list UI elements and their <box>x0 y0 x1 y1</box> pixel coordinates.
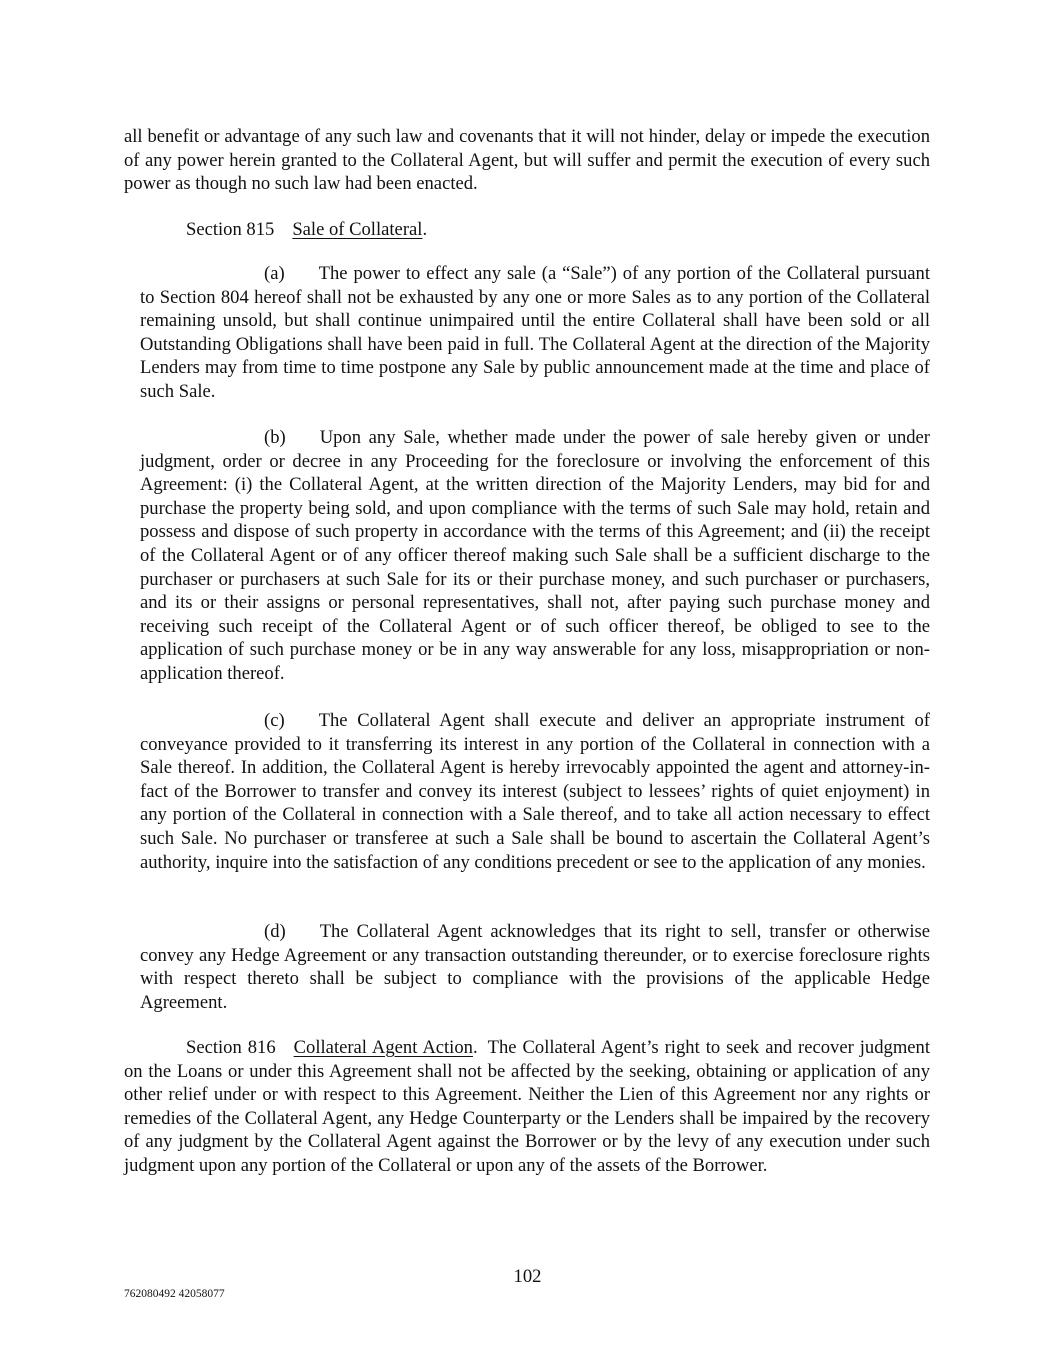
paragraph-a-text: The power to effect any sale (a “Sale”) of any portion of the Collateral pursuant to Section 804 hereof shall not be exhausted by any one or more Sales as to any portion of the Collateral remaining unsold, but shall continue unimpaired until the entire Collateral shall have been sold or all Outstanding Obligations shall have been paid in full. The Collateral Agent at the direction of the Majority Lenders may from time to time postpone any Sale by public announcement made at the time and place of such Sale. <box>140 263 930 402</box>
paragraph-a-label: (a) <box>264 263 285 284</box>
section-816-title: Collateral Agent Action <box>293 1037 473 1058</box>
section-815-number: Section 815 <box>186 219 275 240</box>
document-id: 762080492 42058077 <box>124 1288 225 1300</box>
paragraph-b-label: (b) <box>264 427 286 448</box>
carryover-paragraph: all benefit or advantage of any such law and covenants that it will not hinder, delay or impede the execution of any power herein granted to the Collateral Agent, but will suffer and permit the execution of every such power as though no such law had been enacted. <box>124 126 930 195</box>
section-815-paragraph-d <box>140 920 930 1014</box>
section-815-heading <box>186 218 427 242</box>
paragraph-c-label: (c) <box>264 710 285 731</box>
section-816-title-suffix: . <box>472 1037 478 1058</box>
paragraph-c-text: The Collateral Agent shall execute and deliver an appropriate instrument of conveyance provided to it transferring its interest in any portion of the Collateral in connection with a Sale thereof. In addition, the Collateral Agent is hereby irrevocably appointed the agent and attorney-in-fact of the Borrower to transfer and convey its interest (subject to lessees’ rights of quiet enjoyment) in any portion of the Collateral in connection with a Sale thereof, and to take all action necessary to effect such Sale. No purchaser or transferee at such a Sale shall be bound to ascertain the Collateral Agent’s authority, inquire into the satisfaction of any conditions precedent or see to the application of any monies. <box>140 710 930 873</box>
section-815-title-suffix: . <box>422 219 428 240</box>
paragraph-d-text: The Collateral Agent acknowledges that its right to sell, transfer or otherwise convey any Hedge Agreement or any transaction outstanding thereunder, or to exercise foreclosure rights with respect thereto shall be subject to compliance with the provisions of the applicable Hedge Agreement. <box>140 921 930 1013</box>
paragraph-d-label: (d) <box>264 921 286 942</box>
section-816-number: Section 816 <box>186 1037 276 1058</box>
section-816-text: The Collateral Agent’s right to seek and recover judgment on the Loans or under this Agreement shall not be affected by the seeking, obtaining or application of any other relief under or with respect to this Agreement. Neither the Lien of this Agreement nor any rights or remedies of the Collateral Agent, any Hedge Counterparty or the Lenders shall be impaired by the recovery of any judgment by the Collateral Agent against the Borrower or by the levy of any execution under such judgment upon any portion of the Collateral or upon any of the assets of the Borrower. <box>124 1037 930 1176</box>
section-816-paragraph <box>124 1036 930 1178</box>
page-number: 102 <box>513 1266 542 1287</box>
section-815-paragraph-b <box>140 426 930 686</box>
paragraph-b-text: Upon any Sale, whether made under the power of sale hereby given or under judgment, order or decree in any Proceeding for the foreclosure or involving the enforcement of this Agreement: (i) the Collateral Agent, at the written direction of the Majority Lenders, may bid for and purchase the property being sold, and upon compliance with the terms of such Sale may hold, retain and possess and dispose of such property in accordance with the terms of this Agreement; and (ii) the receipt of the Collateral Agent or of any officer thereof making such Sale shall be a sufficient discharge to the purchaser or purchasers at such Sale for its or their purchase money, and such purchaser or purchasers, and its or their assigns or personal representatives, shall not, after paying such purchase money and receiving such receipt of the Collateral Agent or of such officer thereof, be obliged to see to the application of such purchase money or be in any way answerable for any loss, misappropriation or non-application thereof. <box>140 427 930 684</box>
section-815-paragraph-c <box>140 709 930 874</box>
section-815-title: Sale of Collateral <box>292 219 423 240</box>
section-815-paragraph-a <box>140 262 930 404</box>
